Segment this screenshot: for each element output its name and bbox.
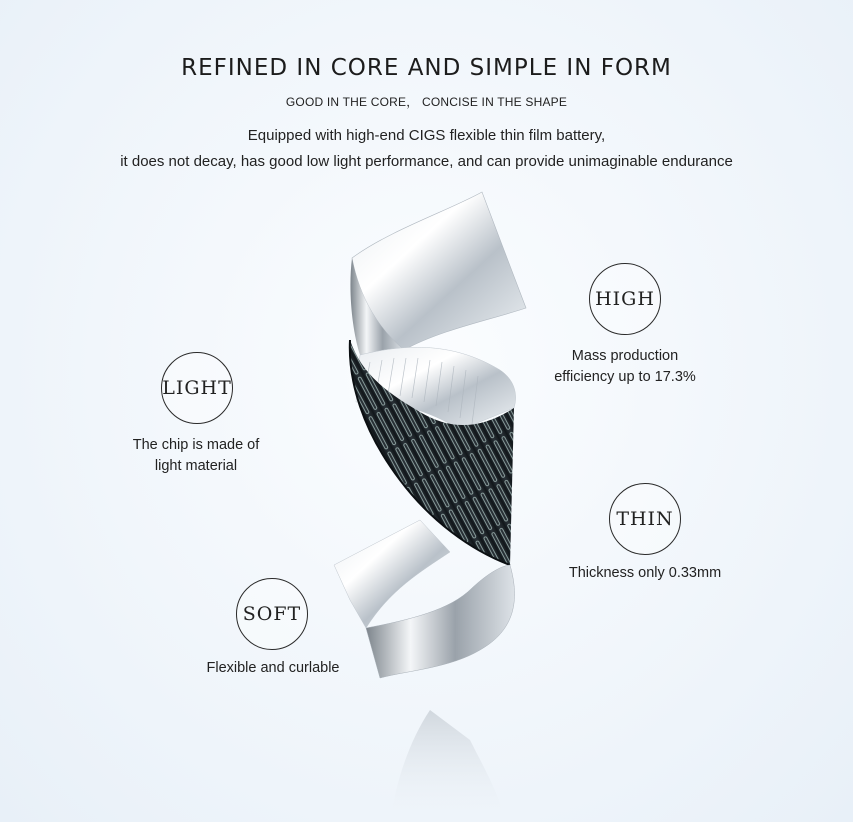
light-caption [106, 435, 286, 477]
thin-badge: THIN [609, 483, 681, 555]
light-caption-line-1: The chip is made of [132, 437, 260, 453]
light-caption-line-2: light material [154, 458, 238, 474]
soft-caption-line-1: Flexible and curlable [206, 660, 340, 676]
flexible-film-illustration [300, 180, 560, 822]
high-caption-line-1: Mass production [571, 348, 679, 364]
page-title: REFINED IN CORE AND SIMPLE IN FORM [181, 55, 672, 81]
description-line-2: it does not decay, has good low light performance, and can provide unimaginable endurance [120, 153, 733, 170]
soft-badge: SOFT [236, 578, 308, 650]
thin-caption-line-1: Thickness only 0.33mm [568, 565, 722, 581]
page-subtitle: GOOD IN THE CORE， CONCISE IN THE SHAPE [285, 95, 568, 109]
thin-caption [545, 563, 745, 584]
soft-caption [178, 658, 368, 679]
high-caption [530, 346, 720, 388]
light-badge: LIGHT [161, 352, 233, 424]
high-badge: HIGH [589, 263, 661, 335]
high-caption-line-2: efficiency up to 17.3% [554, 369, 696, 385]
description-line-1: Equipped with high-end CIGS flexible thin film battery, [247, 127, 606, 144]
